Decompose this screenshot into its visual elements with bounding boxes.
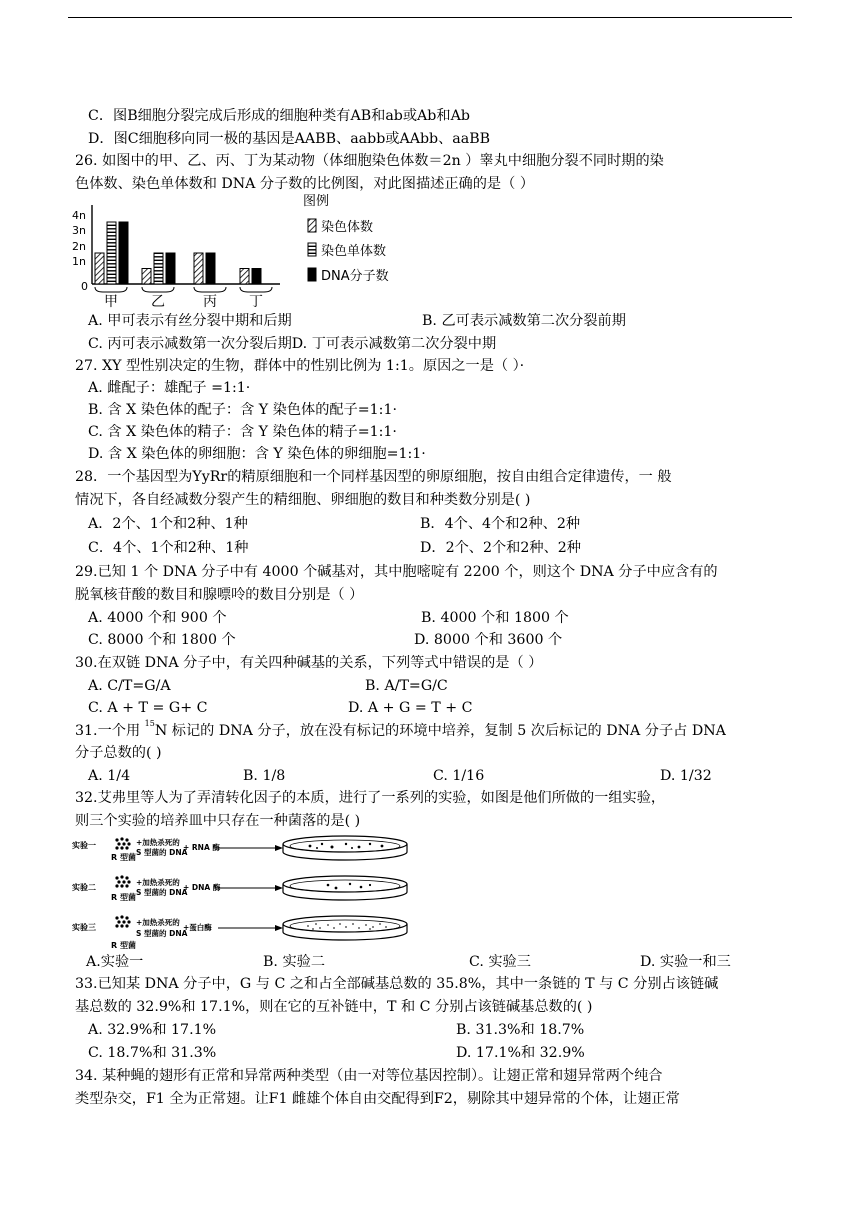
svg-text:+加热杀死的: +加热杀死的: [136, 838, 180, 847]
q28-option-a: A．2个、1个和2种、1种: [88, 516, 248, 532]
y-tick-1n: 1n: [72, 255, 86, 268]
q32-stem-line2: 则三个实验的培养皿中只存在一种菌落的是( ): [75, 813, 361, 829]
q26-stem-line1: 26. 如图中的甲、乙、丙、丁为某动物（体细胞染色体数＝2n ）睾丸中细胞分裂不同时期的染: [75, 153, 664, 169]
y-tick-0: 0: [81, 280, 88, 293]
q32-stem-line1: 32.艾弗里等人为了弄清转化因子的本质，进行了一系列的实验，如图是他们所做的一组实验，: [75, 790, 666, 806]
svg-text:+加热杀死的: +加热杀死的: [136, 918, 180, 927]
bacteria-cluster-icon: [115, 875, 130, 887]
q29-option-d: D. 8000 个和 3600 个: [414, 632, 563, 648]
experiment-row-3: [72, 915, 407, 950]
experiment-row-1: [72, 836, 407, 862]
q31-option-b: B. 1/8: [243, 768, 286, 784]
q27-option-b: B. 含 X 染色体的配子：含 Y 染色体的配子=1:1·: [88, 402, 397, 418]
q32-experiment-figure: [70, 832, 410, 950]
q25-option-c: C．图B细胞分裂完成后形成的细胞种类有AB和ab或Ab和Ab: [88, 108, 470, 124]
q29-stem-line1: 29.已知 1 个 DNA 分子中有 4000 个碱基对，其中胞嘧啶有 2200 个，则这个 DNA 分子中应含有的: [75, 564, 718, 580]
svg-text:实验二: 实验二: [72, 883, 96, 892]
category-label-1: 甲: [104, 294, 118, 310]
q26-bar-chart: [70, 193, 430, 311]
svg-text:S 型菌的 DNA: S 型菌的 DNA: [136, 888, 188, 897]
legend-swatch-chromosome: [308, 219, 316, 232]
q27-option-a: A. 雌配子：雄配子 =1:1·: [88, 380, 251, 396]
svg-text:+ RNA 酶: + RNA 酶: [183, 843, 220, 852]
q28-stem-line1: 28．一个基因型为YyRr的精原细胞和一个同样基因型的卵原细胞，按自由组合定律遗传，一 般: [75, 469, 672, 485]
header-rule: [68, 17, 792, 18]
bar-chromatid-1: [107, 222, 116, 284]
petri-dish-3: [283, 916, 407, 940]
q32-option-b: B. 实验二: [263, 954, 326, 970]
legend-title: 图例: [303, 194, 330, 209]
bar-chromosome-4: [240, 269, 249, 285]
petri-dish-2: [283, 876, 407, 900]
y-tick-2n: 2n: [72, 240, 86, 253]
q30-option-d: D. A + G = T + C: [348, 700, 473, 716]
bar-dna-1: [119, 222, 128, 284]
y-tick-3n: 3n: [72, 224, 86, 237]
svg-text:R 型菌: R 型菌: [111, 853, 136, 862]
q30-option-b: B. A/T=G/C: [365, 678, 448, 694]
svg-text:R 型菌: R 型菌: [111, 941, 136, 950]
q27-option-c: C. 含 X 染色体的精子：含 Y 染色体的精子=1:1·: [88, 424, 397, 440]
q29-option-b: B. 4000 个和 1800 个: [421, 610, 569, 626]
q28-stem-line2: 情况下，各自经减数分裂产生的精细胞、卵细胞的数目和种类数分别是( ): [75, 492, 531, 508]
category-label-3: 丙: [203, 294, 217, 310]
q33-option-c: C. 18.7%和 31.3%: [88, 1045, 217, 1061]
q26-option-a: A. 甲可表示有丝分裂中期和后期: [88, 313, 292, 329]
category-bracket-4: [240, 287, 272, 292]
legend-swatch-dna: [308, 268, 316, 281]
bacteria-cluster-icon: [115, 915, 130, 927]
q32-option-d: D. 实验一和三: [640, 954, 731, 970]
q33-stem-line2: 基总数的 32.9%和 17.1%，则在它的互补链中，T 和 C 分别占该链碱基总数的( ): [75, 999, 593, 1015]
petri-dish-1: [283, 836, 407, 860]
svg-text:实验三: 实验三: [72, 923, 96, 932]
q34-stem-line1: 34. 某种蝇的翅形有正常和异常两种类型（由一对等位基因控制）。让翅正常和翅异常两个纯合: [75, 1068, 663, 1084]
q29-stem-line2: 脱氧核苷酸的数目和腺嘌呤的数目分别是（ ）: [75, 587, 364, 603]
bar-chromosome-1: [95, 253, 104, 284]
q30-option-c: C. A + T = G+ C: [88, 700, 208, 716]
legend-swatch-chromatid: [308, 243, 316, 256]
category-label-4: 丁: [249, 294, 263, 310]
svg-text:+加热杀死的: +加热杀死的: [136, 878, 180, 887]
category-bracket-1: [95, 287, 127, 292]
y-tick-4n: 4n: [72, 209, 86, 222]
q32-option-a: A.实验一: [86, 954, 144, 970]
category-bracket-2: [142, 287, 174, 292]
legend-label-dna: DNA分子数: [321, 269, 389, 284]
bar-chromatid-2: [154, 253, 163, 284]
q31-option-a: A. 1/4: [88, 768, 131, 784]
svg-text:S 型菌的 DNA: S 型菌的 DNA: [136, 848, 188, 857]
q33-option-d: D. 17.1%和 32.9%: [456, 1045, 585, 1061]
svg-text:R 型菌: R 型菌: [111, 893, 136, 902]
q33-option-b: B. 31.3%和 18.7%: [456, 1022, 585, 1038]
bar-chromosome-2: [142, 269, 151, 285]
q31-stem-line1: 31.一个用 $^{15}$N 标记的 DNA 分子，放在没有标记的环境中培养，复制 5 次后标记的 DNA 分子占 DNA: [75, 719, 726, 739]
q31-stem-line2: 分子总数的( ): [75, 745, 162, 761]
legend-label-chromatid: 染色单体数: [321, 244, 387, 259]
q31-option-c: C. 1/16: [433, 768, 485, 784]
bar-dna-2: [166, 253, 175, 284]
q29-option-a: A. 4000 个和 900 个: [88, 610, 227, 626]
q30-option-a: A. C/T=G/A: [88, 678, 171, 694]
q25-option-d: D．图C细胞移向同一极的基因是AABB、aabb或AAbb、aaBB: [88, 131, 491, 147]
q33-option-a: A. 32.9%和 17.1%: [88, 1022, 217, 1038]
q26-option-b: B. 乙可表示减数第二次分裂前期: [422, 313, 626, 329]
bar-dna-4: [252, 269, 261, 285]
experiment-row-2: [72, 875, 407, 902]
svg-text:S 型菌的 DNA: S 型菌的 DNA: [136, 929, 188, 938]
legend-label-chromosome: 染色体数: [321, 220, 374, 235]
bar-dna-3: [206, 253, 215, 284]
category-label-2: 乙: [151, 294, 165, 310]
category-bracket-3: [194, 287, 226, 292]
q33-stem-line1: 33.已知某 DNA 分子中，G 与 C 之和占全部碱基总数的 35.8%，其中一条链的 T 与 C 分别占该链碱: [75, 976, 719, 992]
q28-option-d: D．2个、2个和2种、2种: [420, 540, 581, 556]
bacteria-cluster-icon: [115, 837, 130, 849]
q31-option-d: D. 1/32: [660, 768, 712, 784]
svg-text:实验一: 实验一: [72, 841, 96, 850]
svg-text:+蛋白酶: +蛋白酶: [183, 923, 212, 932]
q28-option-c: C．4个、1个和2种、1种: [88, 540, 249, 556]
q27-stem: 27. XY 型性别决定的生物，群体中的性别比例为 1:1。原因之一是（ ）·: [75, 358, 525, 374]
q26-option-c: C. 丙可表示减数第一次分裂后期D. 丁可表示减数第二次分裂中期: [88, 336, 497, 352]
svg-text:+ DNA 酶: + DNA 酶: [183, 883, 221, 892]
q30-stem: 30.在双链 DNA 分子中，有关四种碱基的关系，下列等式中错误的是（ ）: [75, 655, 543, 671]
bar-chromosome-3: [194, 253, 203, 284]
q28-option-b: B．4个、4个和2种、2种: [420, 516, 581, 532]
q26-stem-line2: 色体数、染色单体数和 DNA 分子数的比例图，对此图描述正确的是（ ）: [75, 176, 535, 192]
q32-option-c: C. 实验三: [469, 954, 531, 970]
q34-stem-line2: 类型杂交，F1 全为正常翅。让F1 雌雄个体自由交配得到F2，剔除其中翅异常的个体，让翅正常: [75, 1091, 680, 1107]
q29-option-c: C. 8000 个和 1800 个: [88, 632, 236, 648]
q27-option-d: D. 含 X 染色体的卵细胞：含 Y 染色体的卵细胞=1:1·: [88, 446, 426, 462]
